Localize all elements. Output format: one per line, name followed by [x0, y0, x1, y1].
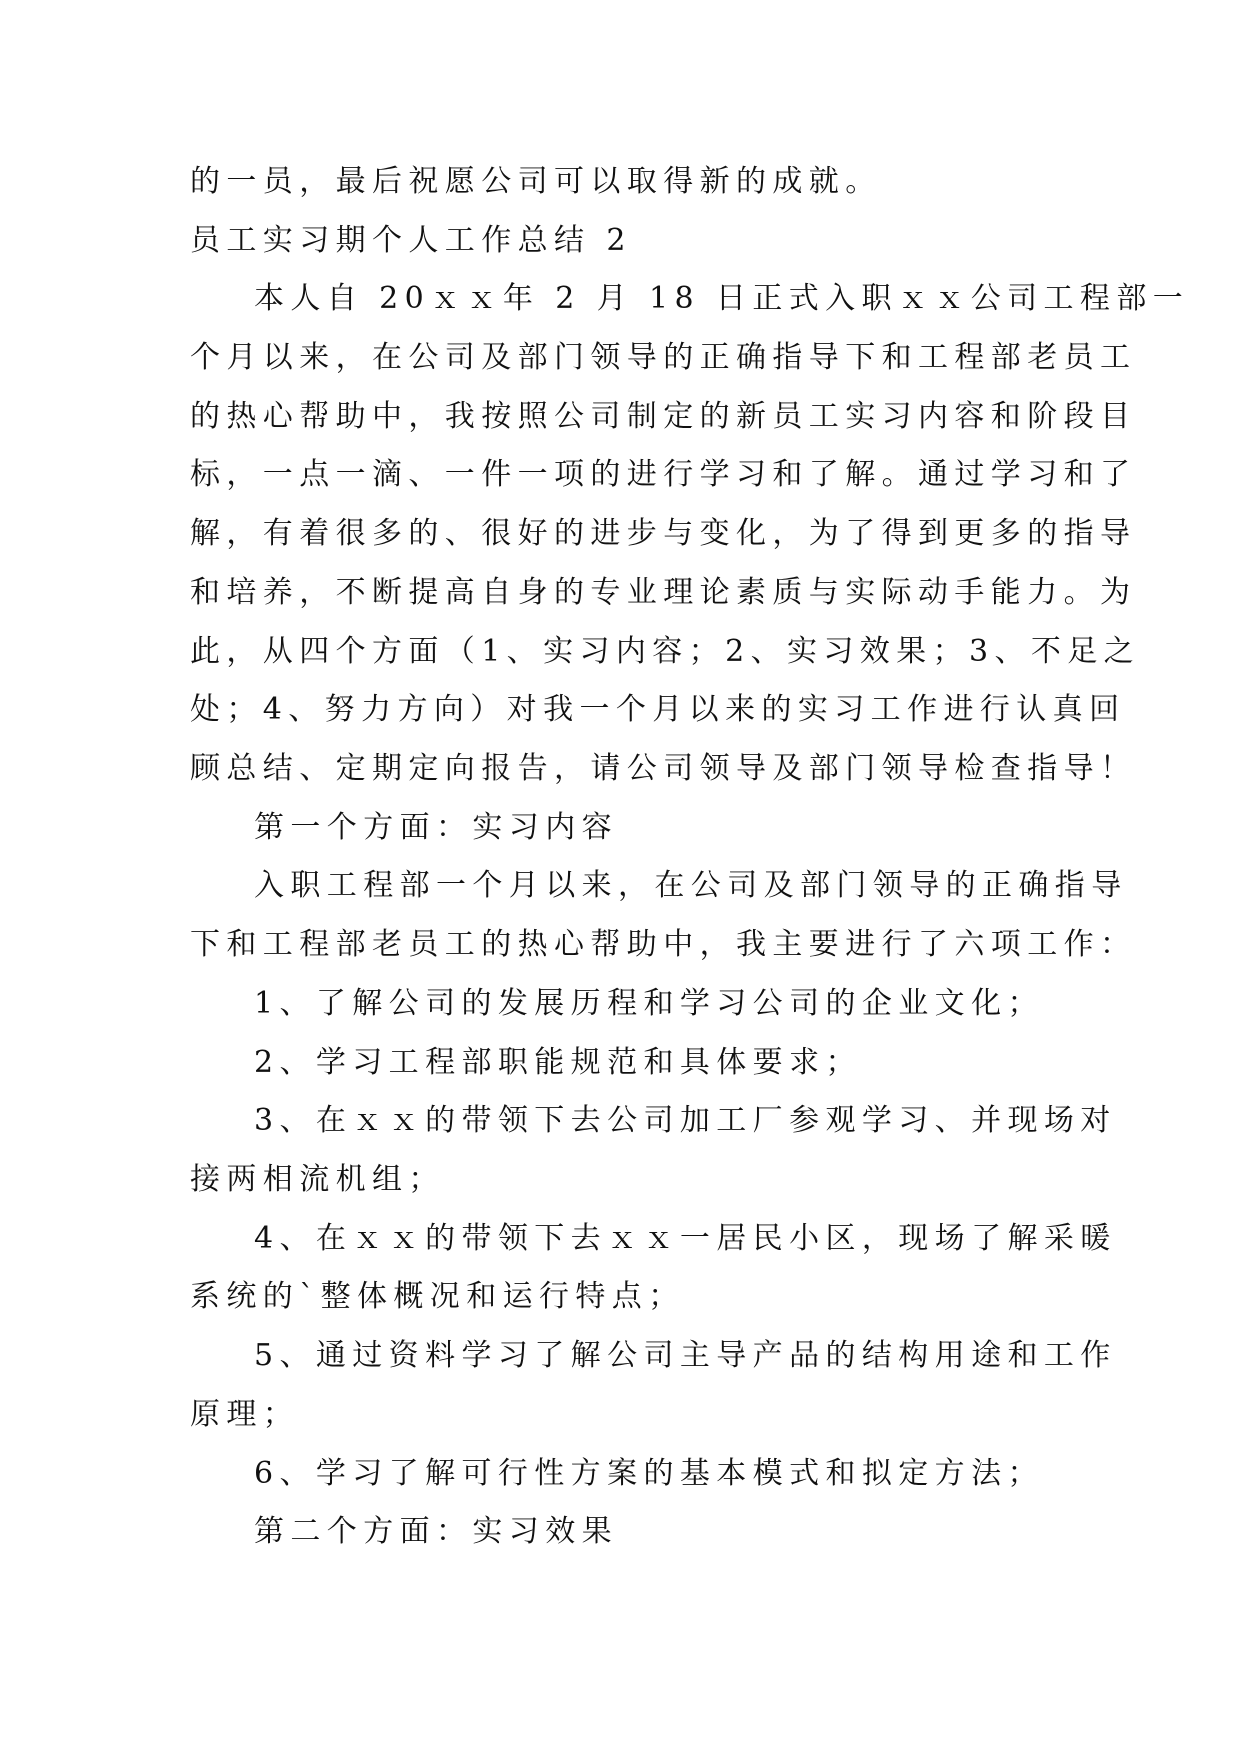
paragraph-line: 的热心帮助中，我按照公司制定的新员工实习内容和阶段目 — [190, 399, 1137, 434]
paragraph-line: 解，有着很多的、很好的进步与变化，为了得到更多的指导 — [190, 516, 1137, 551]
list-item: 5、通过资料学习了解公司主导产品的结构用途和工作 — [254, 1338, 1117, 1373]
list-item-continuation: 系统的`整体概况和运行特点； — [190, 1279, 685, 1314]
list-item: 2、学习工程部职能规范和具体要求； — [254, 1045, 862, 1080]
list-item-continuation: 原理； — [190, 1397, 300, 1432]
paragraph-line: 此，从四个方面（1、实习内容；2、实习效果；3、不足之 — [190, 634, 1141, 669]
subsection-heading: 第一个方面：实习内容 — [254, 810, 618, 845]
paragraph-line: 和培养，不断提高自身的专业理论素质与实际动手能力。为 — [190, 575, 1137, 610]
paragraph-line: 标，一点一滴、一件一项的进行学习和了解。通过学习和了 — [190, 457, 1137, 492]
paragraph-line: 入职工程部一个月以来，在公司及部门领导的正确指导 — [254, 868, 1128, 903]
paragraph-line: 本人自 20ｘｘ年 2 月 18 日正式入职ｘｘ公司工程部一 — [254, 281, 1190, 316]
section-title: 员工实习期个人工作总结 2 — [190, 223, 632, 258]
list-item: 6、学习了解可行性方案的基本模式和拟定方法； — [254, 1456, 1044, 1491]
paragraph-line: 顾总结、定期定向报告，请公司领导及部门领导检查指导！ — [190, 751, 1137, 786]
paragraph-line: 的一员，最后祝愿公司可以取得新的成就。 — [190, 164, 882, 199]
list-item-continuation: 接两相流机组； — [190, 1162, 445, 1197]
paragraph-line: 处；4、努力方向）对我一个月以来的实习工作进行认真回 — [190, 692, 1126, 727]
paragraph-line: 下和工程部老员工的热心帮助中，我主要进行了六项工作： — [190, 927, 1137, 962]
list-item: 3、在ｘｘ的带领下去公司加工厂参观学习、并现场对 — [254, 1103, 1117, 1138]
list-item: 1、了解公司的发展历程和学习公司的企业文化； — [254, 986, 1044, 1021]
subsection-heading: 第二个方面：实习效果 — [254, 1514, 618, 1549]
list-item: 4、在ｘｘ的带领下去ｘｘ一居民小区，现场了解采暖 — [254, 1221, 1117, 1256]
paragraph-line: 个月以来，在公司及部门领导的正确指导下和工程部老员工 — [190, 340, 1137, 375]
